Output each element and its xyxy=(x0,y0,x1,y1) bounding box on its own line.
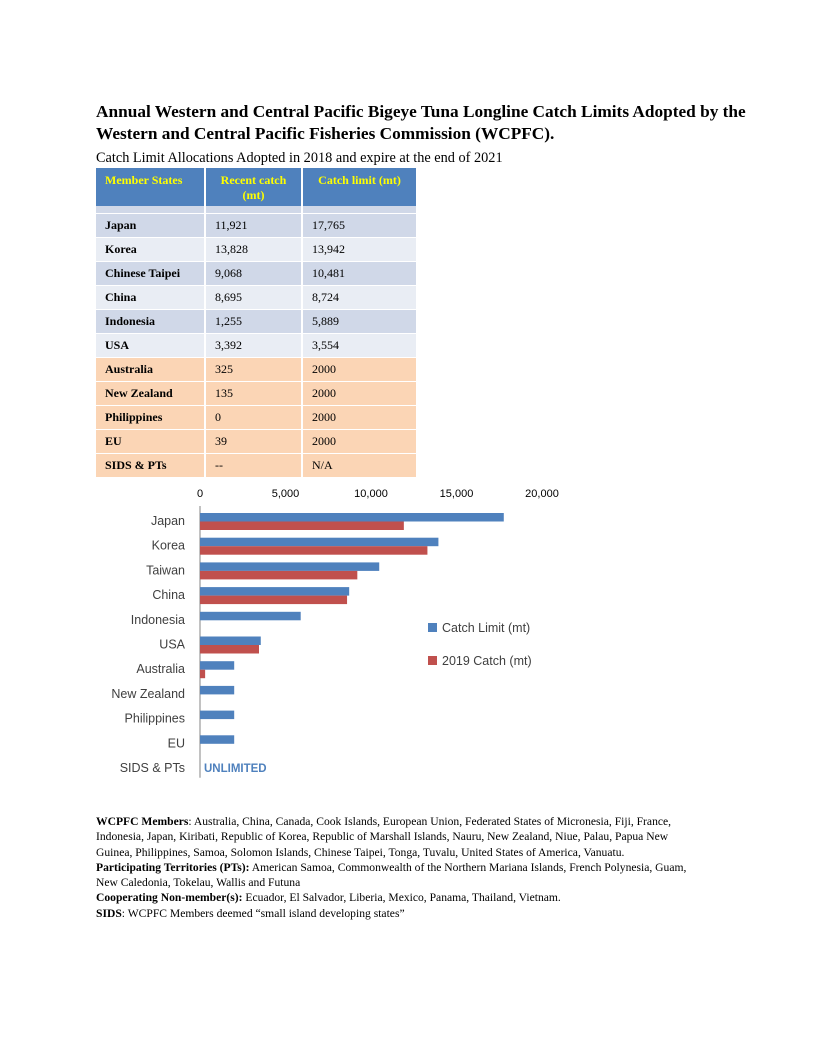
catch-limit-cell: 8,724 xyxy=(303,286,418,310)
note-text: Ecuador, El Salvador, Liberia, Mexico, Panama, Thailand, Vietnam. xyxy=(242,891,561,905)
table-body xyxy=(96,206,418,478)
x-tick-label: 10,000 xyxy=(354,488,388,500)
unlimited-annotation: UNLIMITED xyxy=(204,763,267,775)
x-tick-label: 5,000 xyxy=(271,488,300,500)
catch-limit-cell: 2000 xyxy=(303,406,418,430)
recent-catch-bar xyxy=(200,522,404,531)
catch-limit-cell: 10,481 xyxy=(303,262,418,286)
table-row xyxy=(96,310,418,334)
recent-catch-cell: 11,921 xyxy=(206,214,303,238)
recent-catch-cell: 0 xyxy=(206,406,303,430)
catch-limit-cell: 3,554 xyxy=(303,334,418,358)
catch-limit-bar xyxy=(200,735,234,744)
note-text: : Australia, China, Canada, Cook Islands, European Union, Federated States of Micronesia, Fiji, France, Indonesia, Japan, Kiribati, Republic of Korea, Republic of Marshall Islands, Nauru, New Zealand, Niue, Palau, Papua New Guinea, Philippines, Samoa, Solomon Islands, Chinese Taipei, Tonga, Tuvalu, United States of America, Vanuatu. xyxy=(96,815,672,859)
note-paragraph xyxy=(96,814,706,860)
recent-catch-bar xyxy=(200,645,259,654)
page-subtitle: Catch Limit Allocations Adopted in 2018 and expire at the end of 2021 xyxy=(96,150,503,166)
recent-catch-cell: 39 xyxy=(206,430,303,454)
state-cell: Indonesia xyxy=(96,310,206,334)
table-row xyxy=(96,286,418,310)
recent-catch-cell: 325 xyxy=(206,358,303,382)
state-cell: China xyxy=(96,286,206,310)
x-tick-label: 15,000 xyxy=(439,488,474,500)
catch-limit-cell: 2000 xyxy=(303,358,418,382)
x-tick-label: 20,000 xyxy=(525,488,559,500)
recent-catch-cell: 3,392 xyxy=(206,334,303,358)
note-label: Cooperating Non-member(s): xyxy=(96,891,243,905)
note-paragraph xyxy=(96,906,706,921)
category-label: China xyxy=(152,588,185,603)
note-label: WCPFC Members xyxy=(96,815,189,828)
catch-limit-cell: 17,765 xyxy=(303,214,418,238)
note-label: SIDS xyxy=(96,906,122,920)
category-label: New Zealand xyxy=(111,686,185,701)
category-label: Japan xyxy=(150,514,185,528)
catch-limit-cell: 2000 xyxy=(303,430,418,454)
category-label: Australia xyxy=(136,662,185,677)
recent-catch-bar xyxy=(200,596,347,605)
legend-swatch-catch-limit xyxy=(428,623,437,632)
note-paragraph xyxy=(96,860,706,891)
catch-limit-bar xyxy=(200,686,234,695)
table-row xyxy=(96,262,418,286)
note-text: American Samoa, Commonwealth of the Northern Mariana Islands, French Polynesia, Guam, New Caledonia, Tokelau, Wallis and Futuna xyxy=(96,860,687,890)
spacer-cell xyxy=(96,206,206,214)
table-spacer-row xyxy=(96,206,418,214)
table-row xyxy=(96,382,418,406)
table-row xyxy=(96,214,418,238)
catch-limit-bar xyxy=(200,538,438,547)
recent-catch-bar xyxy=(200,571,357,580)
state-cell: Philippines xyxy=(96,406,206,430)
table-row xyxy=(96,238,418,262)
table-header-row xyxy=(96,168,418,206)
table-row xyxy=(96,454,418,478)
footnotes xyxy=(96,814,706,921)
state-cell: EU xyxy=(96,430,206,454)
page-title: Annual Western and Central Pacific Bigeye Tuna Longline Catch Limits Adopted by the Western and Central Pacific Fisheries Commission (WCPFC). xyxy=(96,102,746,143)
recent-catch-cell: 8,695 xyxy=(206,286,303,310)
table-row xyxy=(96,430,418,454)
state-cell: Korea xyxy=(96,238,206,262)
state-cell: New Zealand xyxy=(96,382,206,406)
category-label: Philippines xyxy=(124,711,185,726)
note-paragraph xyxy=(96,890,706,905)
spacer-cell xyxy=(206,206,303,214)
note-text: : WCPFC Members deemed “small island developing states” xyxy=(121,906,405,920)
category-label: EU xyxy=(167,736,185,751)
catch-limit-cell: N/A xyxy=(303,454,418,478)
recent-catch-cell: 13,828 xyxy=(206,238,303,262)
state-cell: SIDS & PTs xyxy=(96,454,206,478)
category-label: USA xyxy=(159,637,185,652)
catch-limit-bar xyxy=(200,562,379,571)
header-catch-limit: Catch limit (mt) xyxy=(303,168,418,206)
x-tick-label: 0 xyxy=(196,488,204,500)
state-cell: Chinese Taipei xyxy=(96,262,206,286)
state-cell: Japan xyxy=(96,214,206,238)
catch-limit-bar xyxy=(200,587,349,596)
recent-catch-bar xyxy=(200,670,205,679)
catch-limit-bar xyxy=(200,637,261,646)
catch-limit-cell: 5,889 xyxy=(303,310,418,334)
state-cell: USA xyxy=(96,334,206,358)
table-row xyxy=(96,334,418,358)
catch-limits-table xyxy=(96,168,418,478)
spacer-cell xyxy=(303,206,418,214)
legend-label: Catch Limit (mt) xyxy=(442,621,531,635)
catch-limit-bar xyxy=(200,513,504,522)
catch-limit-cell: 13,942 xyxy=(303,238,418,262)
table-row xyxy=(96,406,418,430)
category-label: Korea xyxy=(151,538,185,553)
category-label: Indonesia xyxy=(130,612,185,627)
recent-catch-cell: 9,068 xyxy=(206,262,303,286)
category-label: SIDS & PTs xyxy=(119,761,185,775)
recent-catch-cell: -- xyxy=(206,454,303,478)
catch-limit-bar xyxy=(200,661,234,670)
note-label: Participating Territories (PTs): xyxy=(96,860,250,874)
catch-limit-bar xyxy=(200,711,234,720)
catch-limit-cell: 2000 xyxy=(303,382,418,406)
recent-catch-bar xyxy=(200,546,427,555)
header-recent-catch: Recent catch (mt) xyxy=(206,168,303,206)
legend-label: 2019 Catch (mt) xyxy=(442,654,532,668)
table-row xyxy=(96,358,418,382)
recent-catch-cell: 1,255 xyxy=(206,310,303,334)
header-member-states: Member States xyxy=(96,168,206,206)
catch-bar-chart xyxy=(96,480,616,780)
legend-swatch-2019-catch xyxy=(428,656,437,665)
catch-limit-bar xyxy=(200,612,301,621)
state-cell: Australia xyxy=(96,358,206,382)
category-label: Taiwan xyxy=(146,563,185,578)
recent-catch-cell: 135 xyxy=(206,382,303,406)
